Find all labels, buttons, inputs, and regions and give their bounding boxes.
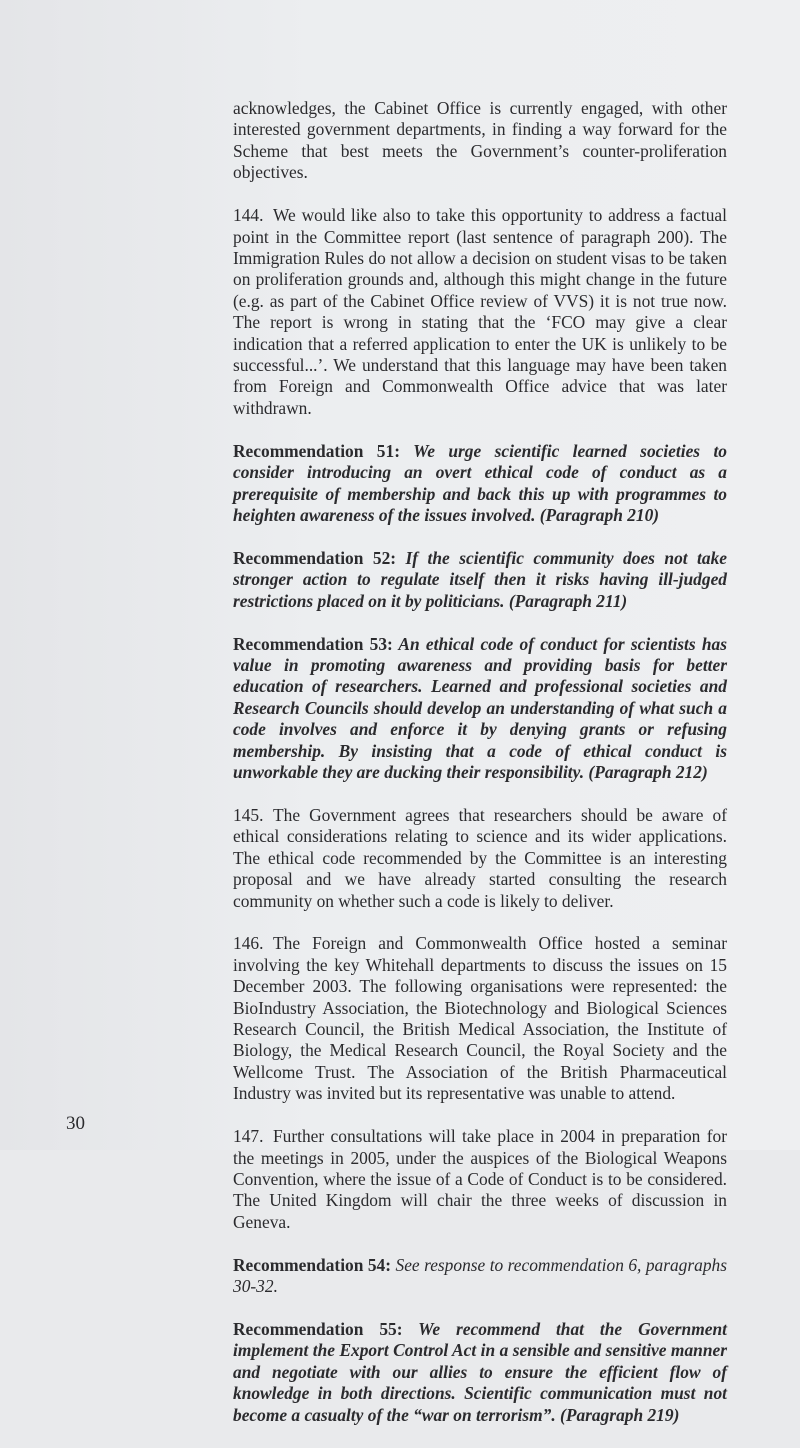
recommendation-label: Recommendation 55: xyxy=(233,1319,403,1339)
recommendation-53 xyxy=(233,634,727,784)
recommendation-text: We urge scientific learned societies to consider introducing an overt ethical code of conduct as a prerequisite of membership and back this up with programmes to heighten awareness of the issues involved. (Paragraph 210) xyxy=(233,440,727,525)
paragraph-146 xyxy=(233,933,727,1104)
paragraph-text: Further consultations will take place in 2004 in preparation for the meetings in 2005, under the auspices of the Biological Weapons Convention, where the issue of a Code of Conduct is to be considered. The United Kingdom will chair the three weeks of discussion in Geneva. xyxy=(233,1126,727,1232)
paragraph-text: The Foreign and Commonwealth Office hosted a seminar involving the key Whitehall departments to discuss the issues on 15 December 2003. The following organisations were represented: the BioIndustry Association, the Biotechnology and Biological Sciences Research Council, the British Medical Association, the Institute of Biology, the Medical Research Council, the Royal Society and the Wellcome Trust. The Association of the British Pharmaceutical Industry was invited but its representative was unable to attend. xyxy=(233,933,727,1104)
recommendation-text: An ethical code of conduct for scientists has value in promoting awareness and providing basis for better education of researchers. Learned and professional societies and Research Councils should develop an understanding of what such a code involves and enforce it by denying grants or refusing membership. By insisting that a code of ethical conduct is unworkable they are ducking their responsibility. (Paragraph 212) xyxy=(233,633,728,782)
recommendation-text: If the scientific community does not take stronger action to regulate itself then it risks having ill-judged restrictions placed on it by politicians. (Paragraph 211) xyxy=(233,547,727,611)
recommendation-55 xyxy=(233,1319,727,1426)
paragraph-text: The Government agrees that researchers should be aware of ethical considerations relating to science and its wider applications. The ethical code recommended by the Committee is an interesting proposal and we have already started consulting the research community on whether such a code is likely to deliver. xyxy=(233,804,727,911)
recommendation-label: Recommendation 52: xyxy=(233,547,397,568)
recommendation-label: Recommendation 53: xyxy=(233,633,393,654)
paragraph-text: We would like also to take this opportunity to address a factual point in the Committee report (last sentence of paragraph 200). The Immigration Rules do not allow a decision on student visas to be taken on proliferation grounds and, although this might change in the future (e.g. as part of the Cabinet Office review of VVS) it is not true now. The report is wrong in stating that the ‘FCO may give a clear indication that a referred application to enter the UK is unlikely to be successful...’. We understand that this language may have been taken from Foreign and Commonwealth Office advice that was later withdrawn. xyxy=(233,205,727,418)
recommendation-51 xyxy=(233,441,727,527)
paragraph-intro xyxy=(233,98,727,184)
paragraph-number: 145. xyxy=(233,804,264,825)
paragraph-number: 144. xyxy=(233,205,264,226)
recommendation-52 xyxy=(233,548,727,612)
recommendation-label: Recommendation 54: xyxy=(233,1254,392,1275)
paragraph-144 xyxy=(233,205,727,419)
paragraph-text: acknowledges, the Cabinet Office is currently engaged, with other interested government departments, in finding a way forward for the Scheme that best meets the Government’s counter-proliferation objectives. xyxy=(233,98,727,183)
document-body xyxy=(233,98,727,1448)
recommendation-54 xyxy=(233,1255,727,1298)
recommendation-label: Recommendation 51: xyxy=(233,440,400,461)
paragraph-number: 146. xyxy=(233,933,264,954)
paragraph-147 xyxy=(233,1126,727,1233)
paragraph-145 xyxy=(233,805,727,912)
page-number: 30 xyxy=(66,1113,85,1134)
paragraph-number: 147. xyxy=(233,1126,264,1147)
recommendation-text: We recommend that the Government implement the Export Control Act in a sensible and sensitive manner and negotiate with our allies to ensure the efficient flow of knowledge in both directions. Scientific communication must not become a casualty of the “war on terrorism”. (Paragraph 219) xyxy=(233,1319,727,1425)
recommendation-response: See response to recommendation 6, paragraphs 30-32. xyxy=(233,1254,727,1297)
